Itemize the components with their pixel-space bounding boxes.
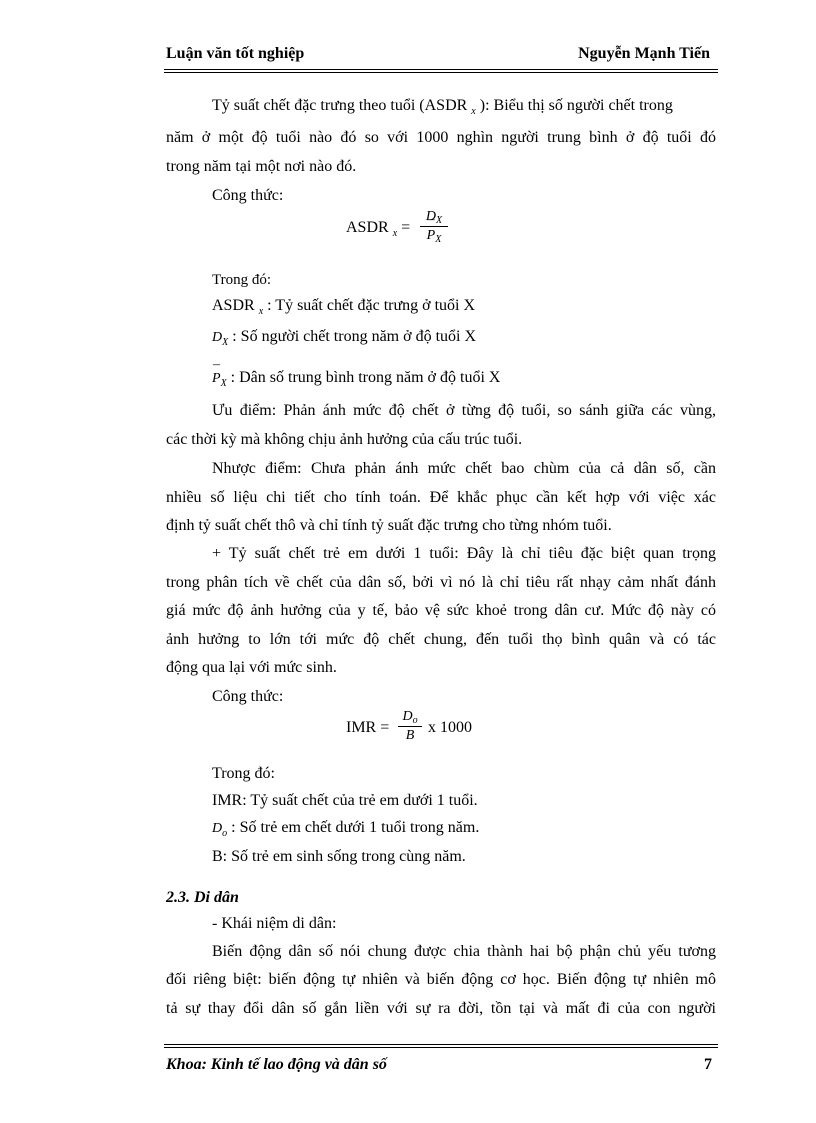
disadvantages-line-1: Nhược điểm: Chưa phản ánh mức chết bao chùm của cả dân số, cần (212, 460, 716, 477)
header-author: Nguyễn Mạnh Tiến (578, 45, 710, 62)
page-footer (166, 1056, 716, 1074)
asdr-intro-line-1: Tỷ suất chết đặc trưng theo tuổi (ASDR $_x$ ): Biểu thị số người chết trong (212, 97, 673, 117)
imr-formula-lhs: IMR = (346, 719, 390, 736)
where-label-2: Trong đó: (212, 765, 275, 782)
page-header (166, 45, 716, 67)
imr-para-line-4: ảnh hưởng to lớn tới mức độ chết chung, đến tuổi thọ bình quân và có tác (166, 631, 716, 648)
imr-para-line-2: trong phân tích về chết của dân số, bởi vì nó là chỉ tiêu rất nhạy cảm nhất đánh (166, 574, 716, 591)
asdr-intro-line-3: trong năm tại một nơi nào đó. (166, 158, 357, 175)
migration-line-3: tả sự thay đổi dân số gắn liền với sự ra đời, tồn tại và mất đi của con người (166, 1000, 716, 1017)
section-heading: 2.3. Di dân (166, 889, 239, 906)
asdr-intro-line-2: năm ở một độ tuổi nào đó so với 1000 nghìn người trung bình ở độ tuổi đó (166, 129, 716, 146)
def-imr: IMR: Tỷ suất chết của trẻ em dưới 1 tuổi. (212, 792, 478, 809)
asdr-formula-fraction: $D_X$ ¯ $P_X$ (420, 209, 448, 244)
imr-formula-fraction: $D_o$ B (398, 709, 422, 744)
migration-line-2: đối riêng biệt: biến động tự nhiên và biến động cơ học. Biến động tự nhiên mô (166, 971, 716, 988)
def-do: $D_o$ : Số trẻ em chết dưới 1 tuổi trong năm. (212, 819, 480, 839)
where-label-1: Trong đó: (212, 272, 272, 288)
footer-rule (164, 1044, 718, 1048)
imr-para-line-3: giá mức độ ảnh hưởng của y tế, bảo vệ sức khoẻ trong dân cư. Mức độ này có (166, 602, 716, 619)
advantages-line-2: các thời kỳ mà không chịu ảnh hưởng của cấu trúc tuổi. (166, 431, 523, 448)
page-number: 7 (704, 1056, 712, 1073)
advantages-line-1: Ưu điểm: Phản ánh mức độ chết ở từng độ tuổi, so sánh giữa các vùng, (212, 402, 716, 419)
disadvantages-line-2: nhiều số liệu chi tiết cho tính toán. Để khắc phục cần kết hợp với việc xác (166, 489, 716, 506)
def-b: B: Số trẻ em sinh sống trong cùng năm. (212, 848, 466, 865)
def-px: ¯ $P_X$ : Dân số trung bình trong năm ở độ tuổi X (212, 368, 500, 390)
footer-department: Khoa: Kinh tế lao động và dân số (166, 1056, 387, 1073)
header-rule (164, 69, 718, 73)
imr-para-line-1: + Tỷ suất chết trẻ em dưới 1 tuổi: Đây là chỉ tiêu đặc biệt quan trọng (212, 545, 716, 562)
disadvantages-line-3: định tỷ suất chết thô và chỉ tính tỷ suất đặc trưng cho từng nhóm tuổi. (166, 517, 612, 534)
migration-line-1: Biến động dân số nói chung được chia thành hai bộ phận chủ yếu tương (212, 943, 716, 960)
def-dx: $D_X$ : Số người chết trong năm ở độ tuổi X (212, 328, 477, 348)
header-title: Luận văn tốt nghiệp (166, 45, 305, 62)
concept-label: - Khái niệm di dân: (212, 915, 337, 932)
formula-label-2: Công thức: (212, 688, 284, 705)
imr-para-line-5: động qua lại với mức sinh. (166, 659, 337, 676)
asdr-formula-lhs: ASDR $_x$ = (346, 219, 411, 239)
formula-label-1: Công thức: (212, 187, 284, 204)
def-asdr: ASDR $_x$ : Tỷ suất chết đặc trưng ở tuổi X (212, 297, 476, 317)
imr-formula-rhs: x 1000 (428, 719, 472, 736)
